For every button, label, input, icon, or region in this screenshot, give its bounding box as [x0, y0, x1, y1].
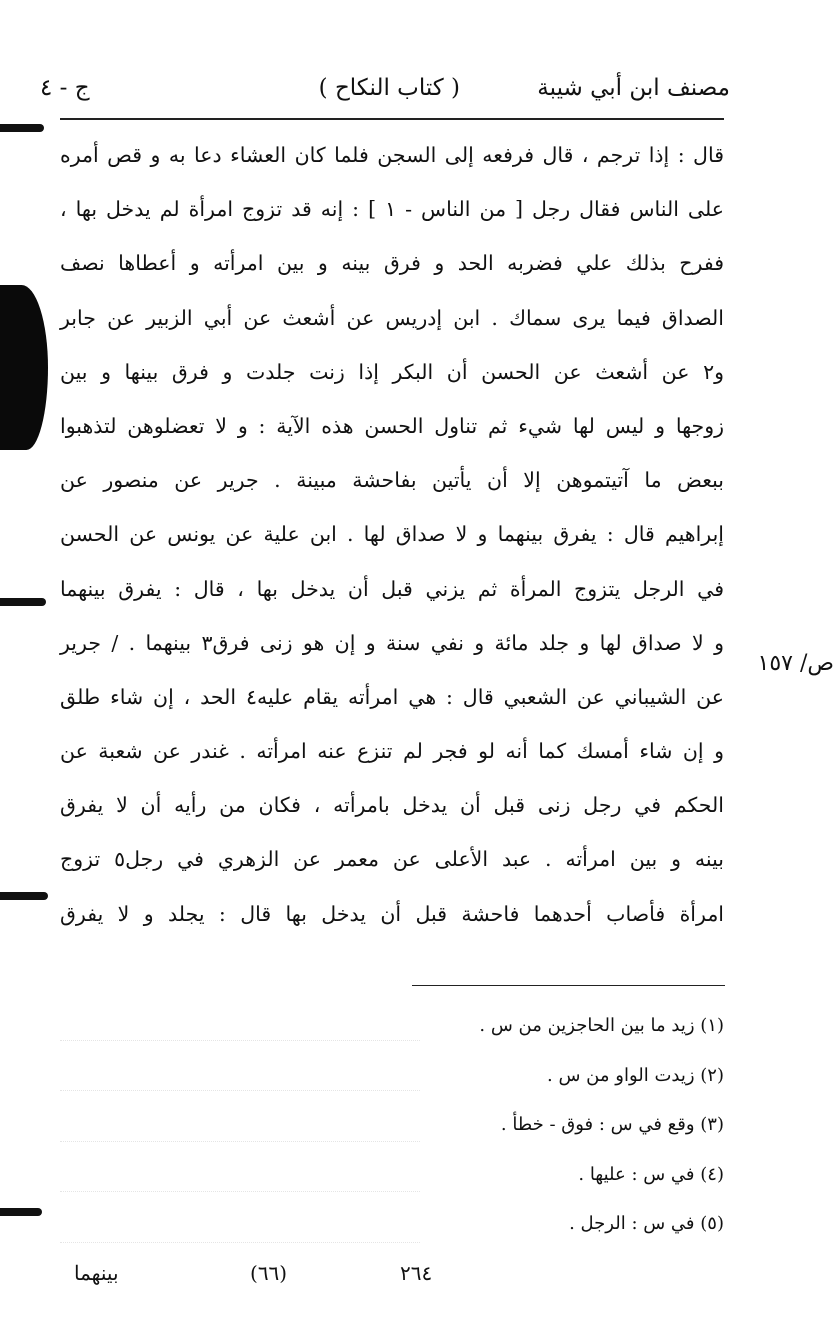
- text-line: زوجها و ليس لها شيء ثم تناول الحسن هذه الآية : و لا تعضلوهن لتذهبوا: [60, 413, 724, 438]
- catchword: بينهما: [74, 1261, 119, 1285]
- running-header: [40, 68, 730, 108]
- edge-mark: [0, 1208, 42, 1216]
- edge-mark: [0, 124, 44, 132]
- ink-blot: [0, 285, 48, 450]
- text-line: في الرجل يتزوج المرأة ثم يزني قبل أن يدخل بها ، قال : يفرق بينهما: [60, 576, 724, 601]
- text-line: على الناس فقال رجل [ من الناس - ١ ] : إنه قد تزوج امرأة لم يدخل بها ،: [60, 197, 724, 222]
- footnote: (٤) في س : عليها .: [578, 1163, 724, 1185]
- edge-mark: [0, 598, 46, 606]
- footnote: (٢) زيدت الواو من س .: [547, 1064, 724, 1086]
- text-line: الحكم في رجل زنى قبل أن يدخل بامرأته ، فكان من رأيه أن لا يفرق: [60, 793, 724, 818]
- text-line: و لا صداق لها و جلد مائة و نفي سنة و إن هو زنى فرق٣ بينهما . / جرير: [60, 630, 724, 655]
- book-title: مصنف ابن أبي شيبة: [537, 75, 730, 101]
- text-line: إبراهيم قال : يفرق بينهما و لا صداق لها . ابن علية عن يونس عن الحسن: [60, 522, 724, 547]
- text-line: الصداق فيما يرى سماك . ابن إدريس عن أشعث عن أبي الزبير عن جابر: [60, 305, 724, 330]
- text-line: عن الشيباني عن الشعبي قال : هي امرأته يقام عليه٤ الحد ، إن شاء طلق: [60, 684, 724, 709]
- footnote-rule: [412, 985, 725, 986]
- edge-mark: [0, 892, 48, 900]
- footnote: (٥) في س : الرجل .: [569, 1213, 724, 1234]
- text-line: ببعض ما آتيتموهن إلا أن يأتين بفاحشة مبينة . جرير عن منصور عن: [60, 468, 724, 493]
- footnotes: [300, 1008, 724, 1256]
- signature-mark: (٦٦): [250, 1261, 288, 1285]
- text-line: و٢ عن أشعث عن الحسن أن البكر إذا زنت جلدت و فرق بينها و بين: [60, 359, 724, 384]
- margin-page-reference: ص/ ١٥٧: [757, 651, 834, 676]
- text-line: ففرح بذلك علي فضربه الحد و فرق بينه و بين امرأته و أعطاها نصف: [60, 251, 724, 276]
- page-number: ٢٦٤: [400, 1261, 433, 1285]
- text-line: امرأة فأصاب أحدهما فاحشة قبل أن يدخل بها قال : يجلد و لا يفرق: [60, 901, 724, 926]
- text-line: و إن شاء أمسك كما أنه لو فجر لم تنزع عنه امرأته . غندر عن شعبة عن: [60, 739, 724, 764]
- main-text: [60, 128, 724, 941]
- page-footer: [60, 1258, 724, 1288]
- chapter-title: ( كتاب النكاح ): [318, 75, 460, 101]
- footnote: (١) زيد ما بين الحاجزين من س .: [479, 1015, 724, 1036]
- volume-label: ج - ٤: [40, 75, 90, 101]
- text-line: قال : إذا ترجم ، قال فرفعه إلى السجن فلما كان العشاء دعا به و قص أمره: [60, 143, 724, 167]
- text-line: بينه و بين امرأته . عبد الأعلى عن معمر عن الزهري في رجل٥ تزوج: [60, 847, 725, 872]
- footnote: (٣) وقع في س : فوق - خطأ .: [500, 1114, 724, 1135]
- header-rule: [60, 118, 724, 120]
